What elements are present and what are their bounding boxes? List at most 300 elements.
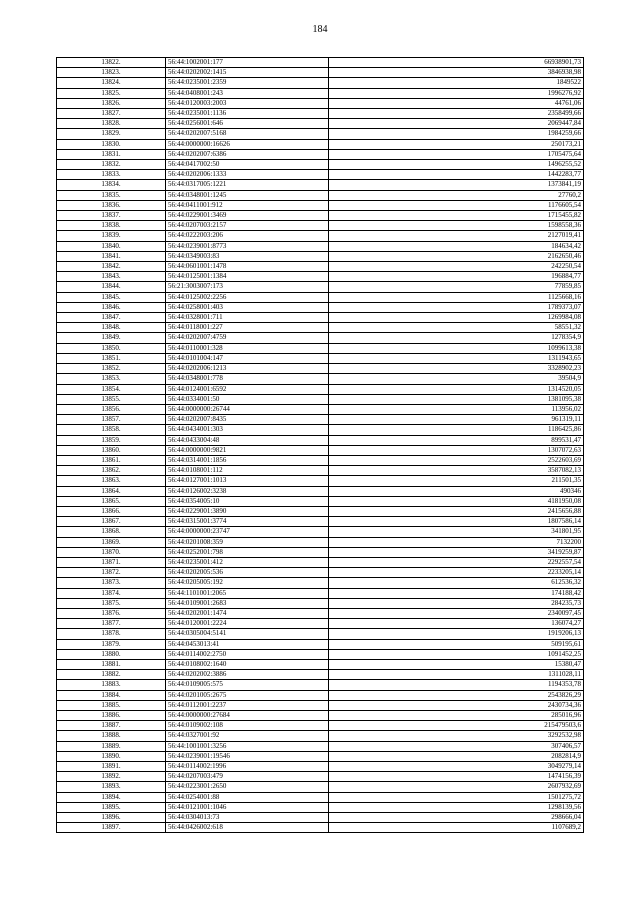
row-number-cell: 13869. bbox=[57, 537, 166, 547]
row-number-cell: 13865. bbox=[57, 496, 166, 506]
value-cell: 136074,27 bbox=[329, 619, 584, 629]
table-row bbox=[57, 537, 584, 547]
value-cell: 1442283,77 bbox=[329, 170, 584, 180]
value-cell: 1496255,52 bbox=[329, 160, 584, 170]
value-cell: 1278354,9 bbox=[329, 333, 584, 343]
table-row bbox=[57, 639, 584, 649]
value-cell: 1598558,36 bbox=[329, 221, 584, 231]
cadastral-number-cell: 56:44:0108002:1640 bbox=[166, 659, 329, 669]
cadastral-number-cell: 56:44:0305004:5141 bbox=[166, 629, 329, 639]
row-number-cell: 13880. bbox=[57, 649, 166, 659]
table-row bbox=[57, 364, 584, 374]
cadastral-number-cell: 56:44:0000000:16626 bbox=[166, 139, 329, 149]
table-row bbox=[57, 629, 584, 639]
table-row bbox=[57, 109, 584, 119]
table-row bbox=[57, 190, 584, 200]
table-row bbox=[57, 578, 584, 588]
cadastral-number-cell: 56:44:0202002:3886 bbox=[166, 670, 329, 680]
table-row bbox=[57, 333, 584, 343]
row-number-cell: 13830. bbox=[57, 139, 166, 149]
row-number-cell: 13892. bbox=[57, 772, 166, 782]
value-cell: 307406,57 bbox=[329, 741, 584, 751]
table-row bbox=[57, 221, 584, 231]
row-number-cell: 13888. bbox=[57, 731, 166, 741]
table-row bbox=[57, 353, 584, 363]
row-number-cell: 13855. bbox=[57, 394, 166, 404]
table-row bbox=[57, 598, 584, 608]
row-number-cell: 13867. bbox=[57, 517, 166, 527]
cadastral-number-cell: 56:44:0000000:26744 bbox=[166, 404, 329, 414]
row-number-cell: 13834. bbox=[57, 180, 166, 190]
cadastral-number-cell: 56:44:0202006:1213 bbox=[166, 364, 329, 374]
cadastral-number-cell: 56:44:0256001:646 bbox=[166, 119, 329, 129]
cadastral-number-cell: 56:44:0202001:1474 bbox=[166, 608, 329, 618]
cadastral-number-cell: 56:44:0202006:1333 bbox=[166, 170, 329, 180]
value-cell: 1176605,54 bbox=[329, 200, 584, 210]
value-cell: 2162650,46 bbox=[329, 251, 584, 261]
value-cell: 1501275,72 bbox=[329, 792, 584, 802]
table-row bbox=[57, 762, 584, 772]
value-cell: 211501,35 bbox=[329, 476, 584, 486]
table-row bbox=[57, 180, 584, 190]
table-row bbox=[57, 772, 584, 782]
value-cell: 2415656,88 bbox=[329, 506, 584, 516]
value-cell: 1715455,82 bbox=[329, 211, 584, 221]
table-row bbox=[57, 282, 584, 292]
row-number-cell: 13852. bbox=[57, 364, 166, 374]
value-cell: 113956,02 bbox=[329, 404, 584, 414]
value-cell: 44761,06 bbox=[329, 98, 584, 108]
cadastral-number-cell: 56:44:0408001:243 bbox=[166, 88, 329, 98]
row-number-cell: 13883. bbox=[57, 680, 166, 690]
row-number-cell: 13833. bbox=[57, 170, 166, 180]
cadastral-number-cell: 56:44:0125001:1384 bbox=[166, 272, 329, 282]
table-row bbox=[57, 129, 584, 139]
value-cell: 1307072,63 bbox=[329, 445, 584, 455]
row-number-cell: 13889. bbox=[57, 741, 166, 751]
table-row bbox=[57, 649, 584, 659]
table-body bbox=[57, 58, 584, 833]
row-number-cell: 13822. bbox=[57, 58, 166, 68]
cadastral-number-cell: 56:44:0202007:8435 bbox=[166, 415, 329, 425]
row-number-cell: 13879. bbox=[57, 639, 166, 649]
row-number-cell: 13861. bbox=[57, 455, 166, 465]
value-cell: 1705475,64 bbox=[329, 149, 584, 159]
table-row bbox=[57, 547, 584, 557]
cadastral-number-cell: 56:44:0434001:303 bbox=[166, 425, 329, 435]
row-number-cell: 13849. bbox=[57, 333, 166, 343]
cadastral-number-cell: 56:44:0202007:6386 bbox=[166, 149, 329, 159]
cadastral-number-cell: 56:44:0235001:2359 bbox=[166, 78, 329, 88]
row-number-cell: 13895. bbox=[57, 802, 166, 812]
row-number-cell: 13885. bbox=[57, 700, 166, 710]
row-number-cell: 13825. bbox=[57, 88, 166, 98]
table-row bbox=[57, 721, 584, 731]
row-number-cell: 13826. bbox=[57, 98, 166, 108]
table-row bbox=[57, 313, 584, 323]
row-number-cell: 13837. bbox=[57, 211, 166, 221]
table-row bbox=[57, 323, 584, 333]
row-number-cell: 13894. bbox=[57, 792, 166, 802]
table-row bbox=[57, 88, 584, 98]
value-cell: 1919206,13 bbox=[329, 629, 584, 639]
table-row bbox=[57, 517, 584, 527]
table-row bbox=[57, 588, 584, 598]
cadastral-number-cell: 56:44:0229001:3469 bbox=[166, 211, 329, 221]
cadastral-number-cell: 56:44:0354005:10 bbox=[166, 496, 329, 506]
value-cell: 899531,47 bbox=[329, 435, 584, 445]
cadastral-number-cell: 56:44:0222003:206 bbox=[166, 231, 329, 241]
row-number-cell: 13853. bbox=[57, 374, 166, 384]
value-cell: 2543826,29 bbox=[329, 690, 584, 700]
row-number-cell: 13847. bbox=[57, 313, 166, 323]
cadastral-number-cell: 56:44:0201005:2675 bbox=[166, 690, 329, 700]
cadastral-number-cell: 56:44:0207003:2157 bbox=[166, 221, 329, 231]
value-cell: 7132200 bbox=[329, 537, 584, 547]
cadastral-number-cell: 56:44:0101004:147 bbox=[166, 353, 329, 363]
row-number-cell: 13890. bbox=[57, 751, 166, 761]
row-number-cell: 13868. bbox=[57, 527, 166, 537]
cadastral-number-cell: 56:44:0202007:4759 bbox=[166, 333, 329, 343]
table-row bbox=[57, 823, 584, 833]
table-row bbox=[57, 200, 584, 210]
value-cell: 77859,85 bbox=[329, 282, 584, 292]
table-row bbox=[57, 119, 584, 129]
row-number-cell: 13856. bbox=[57, 404, 166, 414]
table-row bbox=[57, 619, 584, 629]
row-number-cell: 13877. bbox=[57, 619, 166, 629]
cadastral-number-cell: 56:44:0411001:912 bbox=[166, 200, 329, 210]
value-cell: 1789373,07 bbox=[329, 302, 584, 312]
cadastral-number-cell: 56:44:0235001:1136 bbox=[166, 109, 329, 119]
cadastral-number-cell: 56:44:0202002:1415 bbox=[166, 68, 329, 78]
cadastral-number-cell: 56:44:0109002:108 bbox=[166, 721, 329, 731]
cadastral-number-cell: 56:44:0109001:2683 bbox=[166, 598, 329, 608]
cadastral-number-cell: 56:44:0417002:50 bbox=[166, 160, 329, 170]
row-number-cell: 13887. bbox=[57, 721, 166, 731]
cadastral-number-cell: 56:44:0453013:41 bbox=[166, 639, 329, 649]
value-cell: 3292532,98 bbox=[329, 731, 584, 741]
row-number-cell: 13897. bbox=[57, 823, 166, 833]
cadastral-number-cell: 56:44:0201008:359 bbox=[166, 537, 329, 547]
cadastral-number-cell: 56:44:0254001:88 bbox=[166, 792, 329, 802]
cadastral-number-cell: 56:44:0348001:778 bbox=[166, 374, 329, 384]
cadastral-number-cell: 56:44:0202005:536 bbox=[166, 568, 329, 578]
table-row bbox=[57, 211, 584, 221]
cadastral-number-cell: 56:44:0327001:92 bbox=[166, 731, 329, 741]
value-cell: 509195,61 bbox=[329, 639, 584, 649]
table-row bbox=[57, 384, 584, 394]
row-number-cell: 13896. bbox=[57, 813, 166, 823]
table-row bbox=[57, 466, 584, 476]
cadastral-number-cell: 56:44:0000000:9821 bbox=[166, 445, 329, 455]
value-cell: 2127019,41 bbox=[329, 231, 584, 241]
row-number-cell: 13851. bbox=[57, 353, 166, 363]
cadastral-number-cell: 56:44:0202007:5168 bbox=[166, 129, 329, 139]
row-number-cell: 13843. bbox=[57, 272, 166, 282]
value-cell: 1474156,39 bbox=[329, 772, 584, 782]
table-row bbox=[57, 802, 584, 812]
value-cell: 2430734,36 bbox=[329, 700, 584, 710]
row-number-cell: 13827. bbox=[57, 109, 166, 119]
table-row bbox=[57, 792, 584, 802]
value-cell: 2233205,14 bbox=[329, 568, 584, 578]
value-cell: 39504,9 bbox=[329, 374, 584, 384]
value-cell: 3328902,23 bbox=[329, 364, 584, 374]
value-cell: 4181950,08 bbox=[329, 496, 584, 506]
table-row bbox=[57, 149, 584, 159]
table-row bbox=[57, 170, 584, 180]
table-row bbox=[57, 374, 584, 384]
cadastral-number-cell: 56:44:0121001:1046 bbox=[166, 802, 329, 812]
value-cell: 490346 bbox=[329, 486, 584, 496]
cadastral-number-cell: 56:44:0334001:50 bbox=[166, 394, 329, 404]
table-row bbox=[57, 731, 584, 741]
table-row bbox=[57, 231, 584, 241]
row-number-cell: 13846. bbox=[57, 302, 166, 312]
row-number-cell: 13878. bbox=[57, 629, 166, 639]
row-number-cell: 13845. bbox=[57, 292, 166, 302]
value-cell: 3587082,13 bbox=[329, 466, 584, 476]
row-number-cell: 13876. bbox=[57, 608, 166, 618]
cadastral-number-cell: 56:44:0223001:2650 bbox=[166, 782, 329, 792]
row-number-cell: 13839. bbox=[57, 231, 166, 241]
row-number-cell: 13829. bbox=[57, 129, 166, 139]
cadastral-number-cell: 56:44:0317005:1221 bbox=[166, 180, 329, 190]
table-row bbox=[57, 58, 584, 68]
value-cell: 184634,42 bbox=[329, 241, 584, 251]
row-number-cell: 13872. bbox=[57, 568, 166, 578]
table-row bbox=[57, 139, 584, 149]
row-number-cell: 13875. bbox=[57, 598, 166, 608]
value-cell: 1311028,11 bbox=[329, 670, 584, 680]
value-cell: 1373841,19 bbox=[329, 180, 584, 190]
table-row bbox=[57, 711, 584, 721]
row-number-cell: 13828. bbox=[57, 119, 166, 129]
table-row bbox=[57, 404, 584, 414]
cadastral-number-cell: 56:44:0349003:83 bbox=[166, 251, 329, 261]
table-row bbox=[57, 690, 584, 700]
table-row bbox=[57, 241, 584, 251]
table-row bbox=[57, 751, 584, 761]
cadastral-number-cell: 56:44:1001001:3256 bbox=[166, 741, 329, 751]
value-cell: 196884,77 bbox=[329, 272, 584, 282]
table-row bbox=[57, 68, 584, 78]
value-cell: 2607932,69 bbox=[329, 782, 584, 792]
cadastral-number-cell: 56:44:0110001:328 bbox=[166, 343, 329, 353]
row-number-cell: 13857. bbox=[57, 415, 166, 425]
row-number-cell: 13850. bbox=[57, 343, 166, 353]
table-row bbox=[57, 160, 584, 170]
table-row bbox=[57, 568, 584, 578]
table-row bbox=[57, 496, 584, 506]
cadastral-number-cell: 56:44:0348001:1245 bbox=[166, 190, 329, 200]
value-cell: 1107689,2 bbox=[329, 823, 584, 833]
table-row bbox=[57, 608, 584, 618]
row-number-cell: 13854. bbox=[57, 384, 166, 394]
table-row bbox=[57, 455, 584, 465]
cadastral-number-cell: 56:44:0314001:1856 bbox=[166, 455, 329, 465]
table-row bbox=[57, 476, 584, 486]
value-cell: 961319,11 bbox=[329, 415, 584, 425]
value-cell: 285016,96 bbox=[329, 711, 584, 721]
value-cell: 612536,32 bbox=[329, 578, 584, 588]
row-number-cell: 13891. bbox=[57, 762, 166, 772]
value-cell: 2340097,45 bbox=[329, 608, 584, 618]
cadastral-number-cell: 56:44:0239001:19546 bbox=[166, 751, 329, 761]
table-row bbox=[57, 486, 584, 496]
row-number-cell: 13844. bbox=[57, 282, 166, 292]
value-cell: 1269984,08 bbox=[329, 313, 584, 323]
cadastral-number-cell: 56:44:0000000:23747 bbox=[166, 527, 329, 537]
cadastral-number-cell: 56:44:0258001:403 bbox=[166, 302, 329, 312]
table-row bbox=[57, 302, 584, 312]
cadastral-number-cell: 56:44:0114002:1996 bbox=[166, 762, 329, 772]
table-row bbox=[57, 272, 584, 282]
cadastral-number-cell: 56:44:1002001:177 bbox=[166, 58, 329, 68]
value-cell: 2358499,66 bbox=[329, 109, 584, 119]
value-cell: 3846938,98 bbox=[329, 68, 584, 78]
value-cell: 284235,73 bbox=[329, 598, 584, 608]
value-cell: 27760,2 bbox=[329, 190, 584, 200]
value-cell: 2082814,9 bbox=[329, 751, 584, 761]
table-row bbox=[57, 394, 584, 404]
cadastral-number-cell: 56:44:0112001:2237 bbox=[166, 700, 329, 710]
row-number-cell: 13884. bbox=[57, 690, 166, 700]
cadastral-number-cell: 56:44:0127001:1013 bbox=[166, 476, 329, 486]
cadastral-number-cell: 56:44:0120001:2224 bbox=[166, 619, 329, 629]
cadastral-number-cell: 56:44:1101001:2065 bbox=[166, 588, 329, 598]
cadastral-number-cell: 56:21:3003007:173 bbox=[166, 282, 329, 292]
row-number-cell: 13881. bbox=[57, 659, 166, 669]
value-cell: 1125668,16 bbox=[329, 292, 584, 302]
table-row bbox=[57, 435, 584, 445]
value-cell: 1311943,65 bbox=[329, 353, 584, 363]
row-number-cell: 13866. bbox=[57, 506, 166, 516]
value-cell: 15380,47 bbox=[329, 659, 584, 669]
cadastral-number-cell: 56:44:0124001:6592 bbox=[166, 384, 329, 394]
cadastral-number-cell: 56:44:0304013:73 bbox=[166, 813, 329, 823]
row-number-cell: 13823. bbox=[57, 68, 166, 78]
row-number-cell: 13858. bbox=[57, 425, 166, 435]
row-number-cell: 13874. bbox=[57, 588, 166, 598]
table-row bbox=[57, 98, 584, 108]
value-cell: 1807586,14 bbox=[329, 517, 584, 527]
cadastral-number-cell: 56:44:0114002:2750 bbox=[166, 649, 329, 659]
table-row bbox=[57, 425, 584, 435]
row-number-cell: 13842. bbox=[57, 262, 166, 272]
value-cell: 1099613,38 bbox=[329, 343, 584, 353]
table-row bbox=[57, 700, 584, 710]
cadastral-number-cell: 56:44:0315001:3774 bbox=[166, 517, 329, 527]
table-row bbox=[57, 506, 584, 516]
value-cell: 250173,21 bbox=[329, 139, 584, 149]
value-cell: 1849522 bbox=[329, 78, 584, 88]
row-number-cell: 13838. bbox=[57, 221, 166, 231]
row-number-cell: 13864. bbox=[57, 486, 166, 496]
cadastral-number-cell: 56:44:0109005:575 bbox=[166, 680, 329, 690]
cadastral-number-cell: 56:44:0108001:112 bbox=[166, 466, 329, 476]
cadastral-number-cell: 56:44:0601001:1478 bbox=[166, 262, 329, 272]
cadastral-number-cell: 56:44:0252001:798 bbox=[166, 547, 329, 557]
row-number-cell: 13871. bbox=[57, 557, 166, 567]
value-cell: 215479503,6 bbox=[329, 721, 584, 731]
value-cell: 1984259,66 bbox=[329, 129, 584, 139]
table-row bbox=[57, 813, 584, 823]
value-cell: 66938901,73 bbox=[329, 58, 584, 68]
cadastral-number-cell: 56:44:0207003:479 bbox=[166, 772, 329, 782]
table-row bbox=[57, 445, 584, 455]
row-number-cell: 13835. bbox=[57, 190, 166, 200]
value-cell: 1091452,25 bbox=[329, 649, 584, 659]
row-number-cell: 13836. bbox=[57, 200, 166, 210]
table-row bbox=[57, 343, 584, 353]
row-number-cell: 13840. bbox=[57, 241, 166, 251]
value-cell: 1194353,78 bbox=[329, 680, 584, 690]
row-number-cell: 13831. bbox=[57, 149, 166, 159]
cadastral-number-cell: 56:44:0205005:192 bbox=[166, 578, 329, 588]
value-cell: 174188,42 bbox=[329, 588, 584, 598]
cadastral-number-cell: 56:44:0229001:3890 bbox=[166, 506, 329, 516]
value-cell: 242250,54 bbox=[329, 262, 584, 272]
row-number-cell: 13832. bbox=[57, 160, 166, 170]
table-row bbox=[57, 251, 584, 261]
row-number-cell: 13824. bbox=[57, 78, 166, 88]
row-number-cell: 13863. bbox=[57, 476, 166, 486]
value-cell: 58551,32 bbox=[329, 323, 584, 333]
row-number-cell: 13860. bbox=[57, 445, 166, 455]
row-number-cell: 13882. bbox=[57, 670, 166, 680]
table-row bbox=[57, 415, 584, 425]
row-number-cell: 13893. bbox=[57, 782, 166, 792]
cadastral-number-cell: 56:44:0126002:3238 bbox=[166, 486, 329, 496]
value-cell: 1298139,56 bbox=[329, 802, 584, 812]
value-cell: 2522603,69 bbox=[329, 455, 584, 465]
value-cell: 1186425,86 bbox=[329, 425, 584, 435]
table-row bbox=[57, 741, 584, 751]
value-cell: 341801,95 bbox=[329, 527, 584, 537]
table-row bbox=[57, 680, 584, 690]
cadastral-number-cell: 56:44:0118001:227 bbox=[166, 323, 329, 333]
value-cell: 2292557,54 bbox=[329, 557, 584, 567]
value-cell: 298666,04 bbox=[329, 813, 584, 823]
row-number-cell: 13848. bbox=[57, 323, 166, 333]
cadastral-number-cell: 56:44:0426002:618 bbox=[166, 823, 329, 833]
value-cell: 1996276,92 bbox=[329, 88, 584, 98]
value-cell: 3419259,87 bbox=[329, 547, 584, 557]
table-row bbox=[57, 78, 584, 88]
cadastral-number-cell: 56:44:0239001:8773 bbox=[166, 241, 329, 251]
row-number-cell: 13841. bbox=[57, 251, 166, 261]
value-cell: 1381095,38 bbox=[329, 394, 584, 404]
row-number-cell: 13862. bbox=[57, 466, 166, 476]
table-row bbox=[57, 292, 584, 302]
table-row bbox=[57, 782, 584, 792]
table-row bbox=[57, 262, 584, 272]
table-row bbox=[57, 527, 584, 537]
table-row bbox=[57, 659, 584, 669]
value-cell: 1314520,05 bbox=[329, 384, 584, 394]
cadastral-number-cell: 56:44:0235001:412 bbox=[166, 557, 329, 567]
table-row bbox=[57, 557, 584, 567]
row-number-cell: 13873. bbox=[57, 578, 166, 588]
row-number-cell: 13870. bbox=[57, 547, 166, 557]
row-number-cell: 13886. bbox=[57, 711, 166, 721]
cadastral-number-cell: 56:44:0120003:2003 bbox=[166, 98, 329, 108]
cadastral-number-cell: 56:44:0433004:48 bbox=[166, 435, 329, 445]
cadastral-number-cell: 56:44:0000000:27684 bbox=[166, 711, 329, 721]
cadastral-number-cell: 56:44:0328001:711 bbox=[166, 313, 329, 323]
